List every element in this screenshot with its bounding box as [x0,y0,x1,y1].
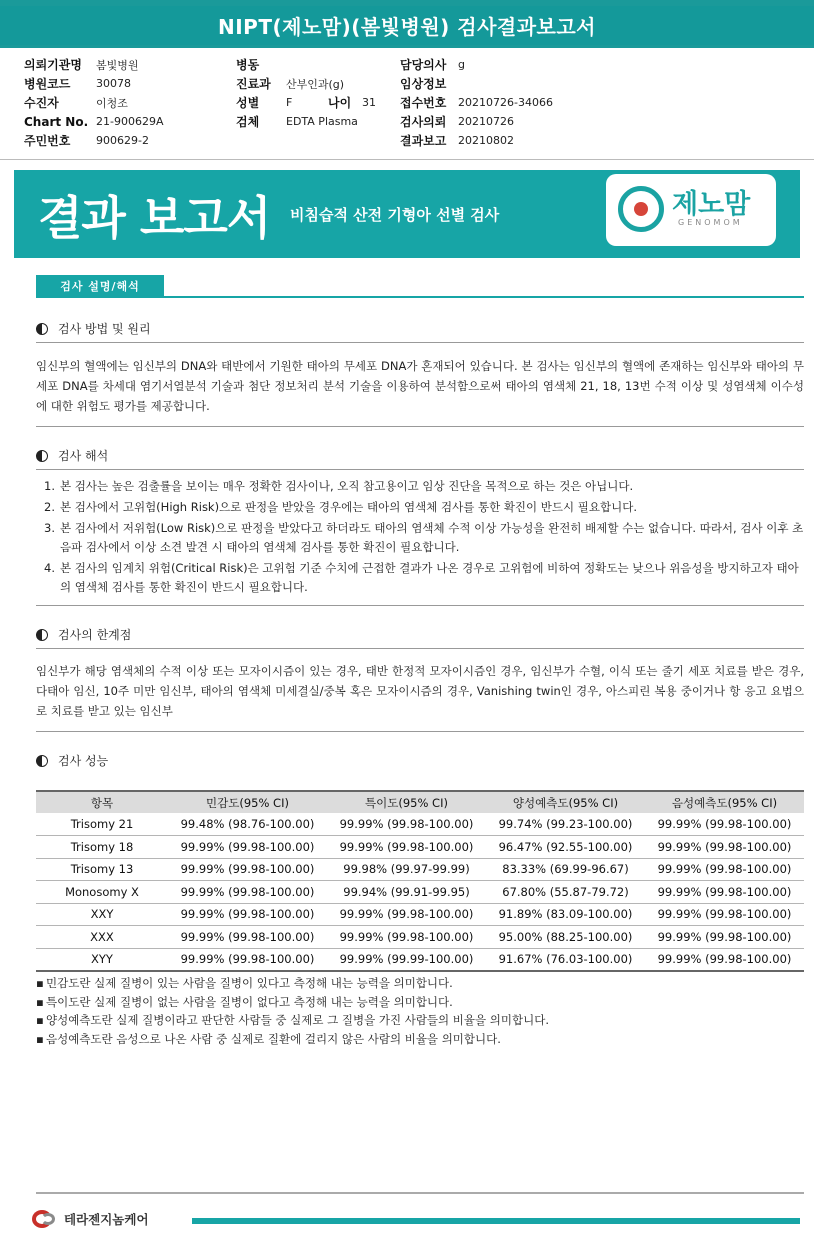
table-row [36,926,804,949]
table-header-row [36,791,804,813]
half-circle-icon [36,450,48,462]
cell: Trisomy 13 [36,858,168,881]
heading-limitations: 검사의 한계점 [36,626,131,643]
info-row-department: 진료과 산부인과(g) [236,77,345,91]
note-item: ▪ 특이도란 실제 질병이 없는 사람을 질병이 없다고 측정해 내는 능력을 의미합니다. [36,993,804,1012]
logo-subtext: GENOMOM [678,218,743,227]
footer-logo [32,1208,149,1230]
cell: 99.99% (99.98-100.00) [645,881,804,904]
cell: 99.99% (99.98-100.00) [645,903,804,926]
cell: 99.99% (99.98-100.00) [645,948,804,971]
list-item: 1. 본 검사는 높은 검출률을 보이는 매우 정확한 검사이나, 오직 참고용이고 임상 진단을 목적으로 하는 것은 아닙니다. [44,479,634,493]
info-row-chart-no: Chart No. 21-900629A [24,114,164,129]
info-row-institution: 의뢰기관명 봄빛병원 [24,58,139,72]
banner-title: 결과 보고서 [38,191,271,245]
bullet-icon: ▪ [36,994,44,1009]
cell: 99.94% (99.91-99.95) [327,881,486,904]
cell: 99.99% (99.98-100.00) [327,903,486,926]
col-header: 음성예측도(95% CI) [645,791,804,813]
table-row [36,858,804,881]
col-header: 민감도(95% CI) [168,791,327,813]
cell: 99.99% (99.98-100.00) [327,926,486,949]
table-row [36,813,804,836]
genomom-logo [606,174,776,246]
performance-notes [36,974,804,1048]
cell: 99.98% (99.97-99.99) [327,858,486,881]
section-tab: 검사 설명/해석 [36,275,164,297]
report-header [0,0,814,48]
footer-bar [192,1218,800,1224]
info-row-ward: 병동 [236,58,260,72]
heading-method: 검사 방법 및 원리 [36,320,151,337]
footer-company: 테라젠지놈케어 [64,1212,149,1227]
cell: 91.89% (83.09-100.00) [486,903,645,926]
info-row-specimen: 검체 EDTA Plasma [236,115,358,129]
bullet-icon: ▪ [36,1013,44,1027]
cell: 99.48% (98.76-100.00) [168,813,327,836]
heading-performance: 검사 성능 [36,752,108,769]
cell: 99.99% (99.98-100.00) [645,836,804,859]
divider [36,469,804,470]
info-row-clinical: 임상정보 [400,77,447,91]
patient-info-panel [0,48,814,160]
cell: 99.99% (99.98-100.00) [327,813,486,836]
divider [36,605,804,606]
performance-table [36,790,804,972]
table-row [36,903,804,926]
info-row-receipt: 접수번호 20210726-34066 [400,96,553,110]
list-item: 4. 본 검사의 임계치 위험(Critical Risk)은 고위험 기준 수치에 근접한 결과가 나온 경우로 고위험에 비하여 정확도는 낮으나 위음성을 방지하고자 태아의 염색체 검사를 통한 확진이 반드시 필요합니다. [44,561,799,594]
cell: 99.99% (99.98-100.00) [168,948,327,971]
cell: 99.99% (99.98-100.00) [168,836,327,859]
cell: 99.99% (99.98-100.00) [168,903,327,926]
cell: 99.74% (99.23-100.00) [486,813,645,836]
list-item: 2. 본 검사에서 고위험(High Risk)으로 판정을 받았을 경우에는 태아의 염색체 검사를 통한 확진이 반드시 필요합니다. [44,500,637,514]
theragen-logo-icon [32,1208,60,1230]
footer-divider [36,1192,804,1194]
banner-subtitle: 비침습적 산전 기형아 선별 검사 [290,206,500,224]
cell: XXY [36,903,168,926]
info-row-id-number: 주민번호 900629-2 [24,134,149,148]
info-row-report-date: 결과보고 20210802 [400,134,514,148]
col-header: 항목 [36,791,168,813]
info-row-sex-age: 성별 F 나이 31 [236,96,376,110]
cell: 91.67% (76.03-100.00) [486,948,645,971]
cell: XYY [36,948,168,971]
divider [36,648,804,649]
info-row-doctor: 담당의사 g [400,58,465,72]
cell: 99.99% (99.98-100.00) [645,813,804,836]
interpretation-list [44,477,804,597]
logo-dot [634,202,648,216]
cell: 99.99% (99.98-100.00) [645,858,804,881]
result-banner [14,170,800,258]
bullet-icon: ▪ [36,976,44,990]
note-item: ▪ 민감도란 실제 질병이 있는 사람을 질병이 있다고 측정해 내는 능력을 의미합니다. [36,974,804,993]
bullet-icon: ▪ [36,1031,44,1046]
half-circle-icon [36,629,48,641]
cell: Trisomy 21 [36,813,168,836]
patient-info-col2 [236,55,376,131]
cell: XXX [36,926,168,949]
report-title: NIPT(제노맘)(봄빛병원) 검사결과보고서 [218,15,596,39]
section-divider [36,296,804,298]
divider [36,342,804,343]
cell: 99.99% (99.98-100.00) [645,926,804,949]
cell: Trisomy 18 [36,836,168,859]
list-item: 3. 본 검사에서 저위험(Low Risk)으로 판정을 받았다고 하더라도 태아의 염색체 수적 이상 가능성을 완전히 배제할 수는 없습니다. 따라서, 검사 이후 초음파 검사에서 이상 소견 발견 시 태아의 염색체 검사를 통한 확진이 필요합니다. [44,521,804,554]
note-item: ▪ 음성예측도란 음성으로 나온 사람 중 실제로 질환에 걸리지 않은 사람의 비율을 의미합니다. [36,1030,804,1049]
col-header: 양성예측도(95% CI) [486,791,645,813]
logo-text: 제노맘 [672,189,751,220]
patient-info-col1 [24,55,163,150]
cell: 99.99% (99.99-100.00) [327,948,486,971]
col-header: 특이도(95% CI) [327,791,486,813]
table-row [36,881,804,904]
method-text: 임신부의 혈액에는 임신부의 DNA와 태반에서 기원한 태아의 무세포 DNA가 혼재되어 있습니다. 본 검사는 임신부의 혈액에 존재하는 임신부와 태아의 무세포 DNA를 차세대 염기서열분석 기술과 첨단 정보처리 분석 기술을 이용하여 분석함으로써 태아의 염색체 21, 18, 13번 수적 이상 및 성염색체 이수성에 대한 위험도 평가를 제공합니다. [36,359,804,413]
heading-interpretation: 검사 해석 [36,447,108,464]
patient-info-col3 [400,55,553,150]
cell: 96.47% (92.55-100.00) [486,836,645,859]
cell: 83.33% (69.99-96.67) [486,858,645,881]
genomom-logo-icon [618,186,664,232]
half-circle-icon [36,755,48,767]
half-circle-icon [36,323,48,335]
divider [36,731,804,732]
cell: 67.80% (55.87-79.72) [486,881,645,904]
limitations-text: 임신부가 해당 염색체의 수적 이상 또는 모자이시즘이 있는 경우, 태반 한정적 모자이시즘인 경우, 임신부가 수혈, 이식 또는 줄기 세포 치료를 받은 경우, 다태아 임신, 10주 미만 임신부, 태아의 염색체 미세결실/중복 혹은 모자이시즘의 경우, Vanishing twin인 경우, 아스피린 복용 중이거나 항 응고 요법으로 치료를 받고 있는 임신부 [36,664,804,718]
cell: 99.99% (99.98-100.00) [327,836,486,859]
cell: Monosomy X [36,881,168,904]
cell: 95.00% (88.25-100.00) [486,926,645,949]
cell: 99.99% (99.98-100.00) [168,858,327,881]
divider [36,426,804,427]
note-item: ▪ 양성예측도란 실제 질병이라고 판단한 사람들 중 실제로 그 질병을 가진 사람들의 비율을 의미합니다. [36,1011,804,1030]
cell: 99.99% (99.98-100.00) [168,881,327,904]
table-row [36,948,804,971]
info-row-patient: 수진자 이청조 [24,96,128,110]
info-row-hospital-code: 병원코드 30078 [24,77,131,91]
info-row-request-date: 검사의뢰 20210726 [400,115,514,129]
cell: 99.99% (99.98-100.00) [168,926,327,949]
table-row [36,836,804,859]
